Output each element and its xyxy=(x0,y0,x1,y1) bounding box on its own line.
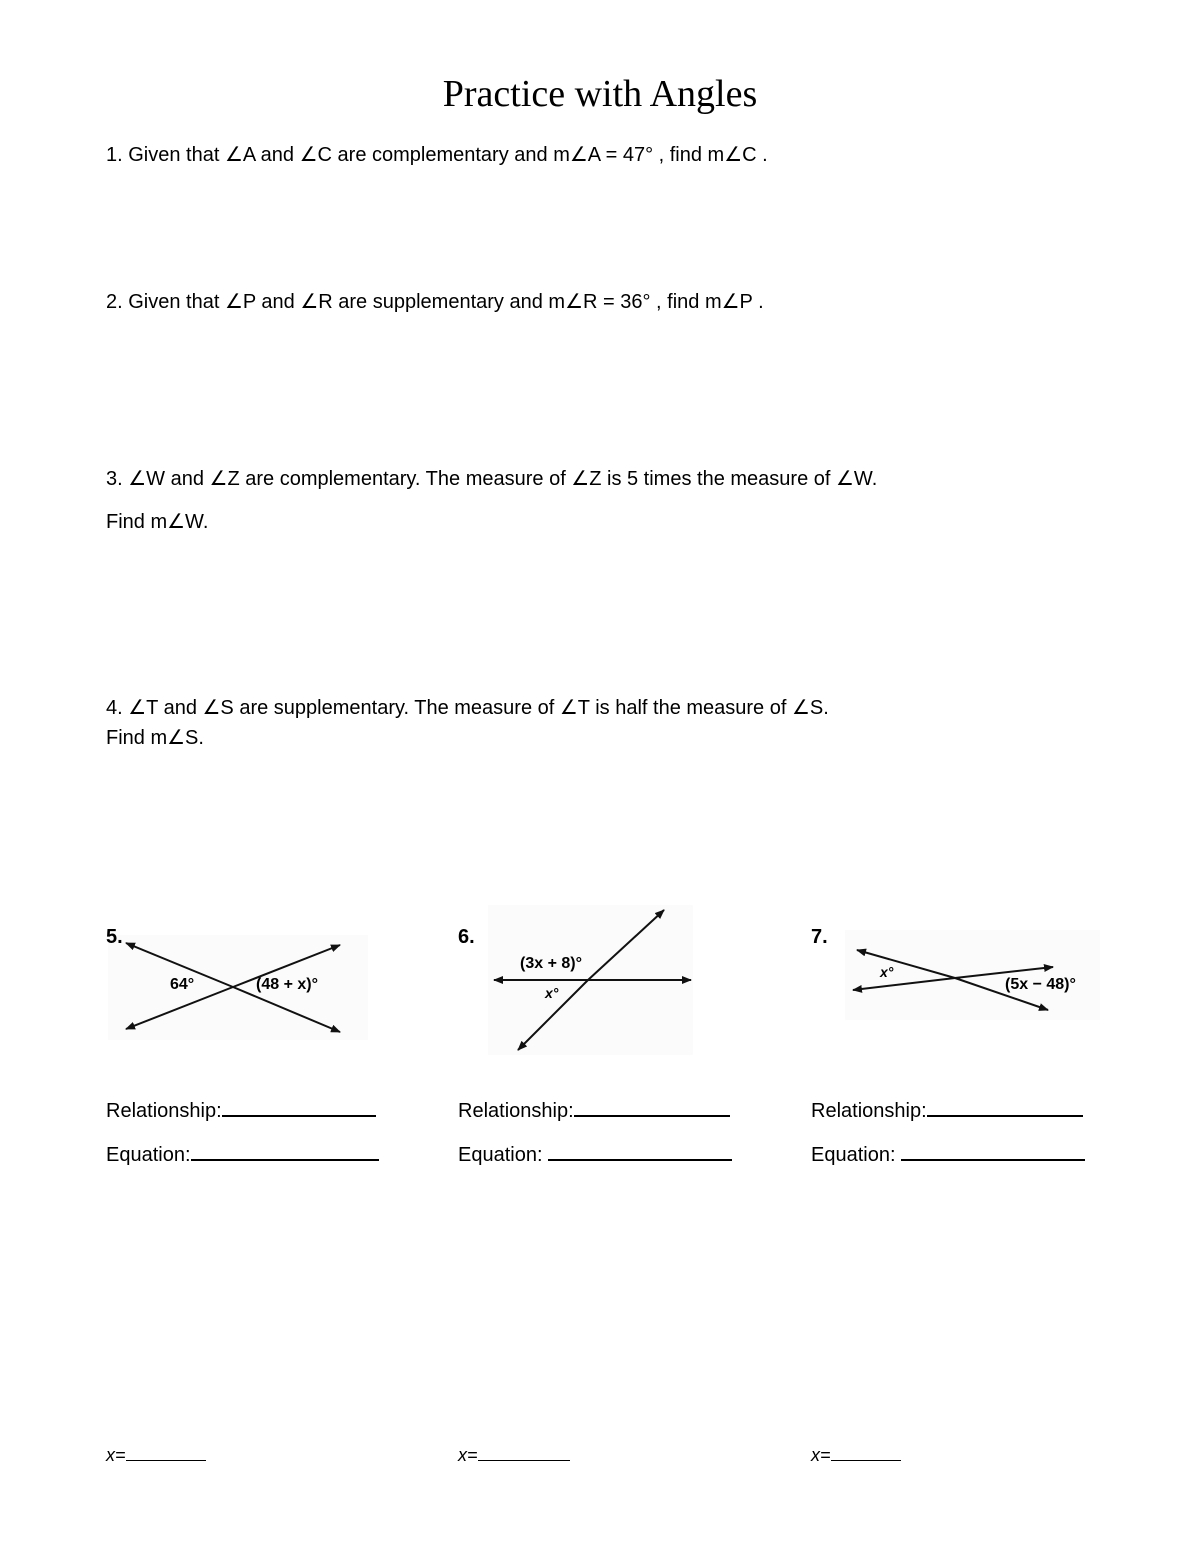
page-title: Practice with Angles xyxy=(442,73,758,115)
x-answer-5-blank[interactable] xyxy=(126,1446,206,1461)
equation-7 xyxy=(811,1141,1085,1167)
question-3: 3. ∠W and ∠Z are complementary. The measure of ∠Z is 5 times the measure of ∠W. xyxy=(106,468,878,490)
figure-7-line-b2 xyxy=(853,978,955,990)
equation-5-blank[interactable] xyxy=(191,1141,379,1161)
x-answer-6-label: x= xyxy=(458,1445,478,1465)
equation-7-blank[interactable] xyxy=(901,1141,1085,1161)
figure-5-number: 5. xyxy=(106,926,123,948)
x-answer-7-blank[interactable] xyxy=(831,1446,901,1461)
figure-6 xyxy=(488,905,693,1055)
x-answer-6 xyxy=(458,1445,570,1466)
equation-5 xyxy=(106,1141,379,1167)
relationship-6 xyxy=(458,1097,730,1123)
x-answer-5-label: x= xyxy=(106,1445,126,1465)
figure-6-diagonal-up xyxy=(588,910,664,980)
x-answer-7-label: x= xyxy=(811,1445,831,1465)
relationship-7-label: Relationship: xyxy=(811,1100,927,1122)
relationship-5 xyxy=(106,1097,376,1123)
relationship-6-blank[interactable] xyxy=(574,1097,730,1117)
figure-5-label-left: 64° xyxy=(170,976,195,993)
figure-5-label-right: (48 + x)° xyxy=(256,976,318,993)
relationship-5-label: Relationship: xyxy=(106,1100,222,1122)
figure-7-number: 7. xyxy=(811,926,828,948)
figure-6-number: 6. xyxy=(458,926,475,948)
figure-7-label-right: (5x − 48)° xyxy=(1005,976,1076,993)
relationship-5-blank[interactable] xyxy=(222,1097,376,1117)
equation-7-label: Equation: xyxy=(811,1144,896,1166)
equation-5-label: Equation: xyxy=(106,1144,191,1166)
figure-5 xyxy=(108,935,368,1040)
question-1: 1. Given that ∠A and ∠C are complementary and m∠A = 47° , find m∠C . xyxy=(106,144,768,166)
x-answer-5 xyxy=(106,1445,206,1466)
equation-6-label: Equation: xyxy=(458,1144,543,1166)
equation-6-blank[interactable] xyxy=(548,1141,732,1161)
figure-5-diagram xyxy=(108,935,368,1040)
x-answer-7 xyxy=(811,1445,901,1466)
question-4: 4. ∠T and ∠S are supplementary. The measure of ∠T is half the measure of ∠S. xyxy=(106,697,829,719)
x-answer-6-blank[interactable] xyxy=(478,1446,570,1461)
figure-7-line-a xyxy=(857,950,955,978)
question-3-find: Find m∠W. xyxy=(106,511,209,533)
relationship-7 xyxy=(811,1097,1083,1123)
relationship-6-label: Relationship: xyxy=(458,1100,574,1122)
figure-7-label-left: x° xyxy=(880,964,894,980)
relationship-7-blank[interactable] xyxy=(927,1097,1083,1117)
equation-6 xyxy=(458,1141,732,1167)
question-4-find: Find m∠S. xyxy=(106,727,204,749)
figure-6-diagram xyxy=(488,905,693,1055)
figure-6-label-top: (3x + 8)° xyxy=(520,955,582,972)
question-2: 2. Given that ∠P and ∠R are supplementary and m∠R = 36° , find m∠P . xyxy=(106,291,764,313)
figure-6-label-bottom: x° xyxy=(545,985,559,1001)
